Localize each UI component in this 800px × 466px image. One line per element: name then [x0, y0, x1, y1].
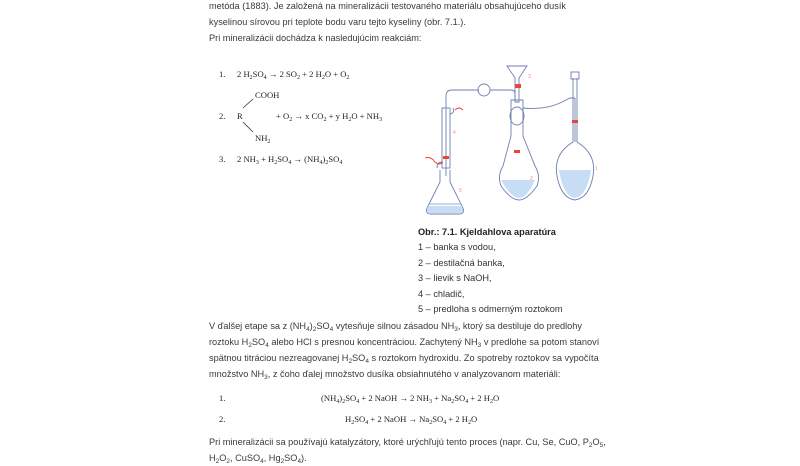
cooh-group: COOH: [255, 90, 280, 100]
equation-1-number: 1.: [219, 393, 226, 403]
caption-item-2: 2 – destilačná banka,: [418, 257, 505, 268]
paragraph-2-line-3: spätnou titráciou nezreagovanej $H_2SO_4$ s roztokom hydroxidu. Zo spotreby roztokov sa vypočíta: [209, 353, 599, 365]
intro-line-3: Pri mineralizácii dochádza k nasledujúcim reakciám:: [209, 33, 422, 43]
equation-2: $H_2SO_4 + 2$ NaOH → $Na_2SO_4 + 2$ $H_2O$: [345, 414, 478, 426]
figure-label-1: 1: [595, 166, 598, 172]
paragraph-2-line-4: množstvo $NH_3$, z čoho ďalej množstvo dusíka obsiahnutého v analyzovanom materiáli:: [209, 369, 561, 381]
figure-caption: [418, 225, 563, 317]
intro-line-2: kyselinou sírovou pri teplote bodu varu tejto kyseliny (obr. 7.1.).: [209, 17, 466, 27]
reaction-2-number: 2.: [219, 111, 226, 121]
caption-item-4: 4 – chladič,: [418, 288, 465, 299]
reaction-3-equation: 2 $NH_3 + H_2SO_4 \to (NH_4)_2SO_4$: [237, 154, 343, 166]
paragraph-3: [209, 434, 604, 466]
reaction-1-number: 1.: [219, 69, 226, 79]
reaction-2-bonds: [240, 96, 260, 136]
intro-paragraph: [209, 0, 604, 46]
caption-item-5: 5 – predloha s odmerným roztokom: [418, 304, 563, 315]
paragraph-3-line-2: $H_2O_2$, CuSO$_4$, $Hg_2SO_4$).: [209, 453, 307, 465]
paragraph-3-line-1: Pri mineralizácii sa používajú katalyzátory, ktoré urýchľujú tento proces (napr. Cu, Se, CuO, $P_2O_5$,: [209, 437, 606, 449]
reaction-2-equation: + $O_2 \to x$ $CO_2 + y$ $H_2O + NH_3$: [276, 111, 383, 123]
kjeldahl-apparatus-figure: [415, 58, 610, 223]
equation-2-number: 2.: [219, 414, 226, 424]
reaction-3-number: 3.: [219, 154, 226, 164]
paragraph-2-line-1: V ďalšej etape sa z $(NH_4)_2SO_4$ vytesňuje silnou zásadou $NH_3$, ktorý sa destiluje do predlohy: [209, 321, 582, 333]
nh2-group: $NH_2$: [255, 133, 271, 145]
r-group: R: [237, 111, 243, 121]
figure-label-5: 5: [459, 188, 462, 194]
figure-label-3: 3: [528, 74, 531, 80]
caption-item-3: 3 – lievik s NaOH,: [418, 273, 492, 284]
equation-1: $(NH_4)_2SO_4 + 2$ NaOH → 2 $NH_3 + Na_2SO_4 + 2$ $H_2O$: [321, 393, 500, 405]
caption-item-1: 1 – banka s vodou,: [418, 242, 496, 253]
paragraph-2-line-2: roztoku $H_2SO_4$ alebo HCl s presnou koncentráciou. Zachytený $NH_3$ v predlohe sa potom stanoví: [209, 337, 600, 349]
figure-label-4: 4: [453, 130, 456, 136]
reaction-1-equation: 2 $H_2SO_4 \to 2$ $SO_2 + 2$ $H_2O + O_2$: [237, 69, 350, 81]
paragraph-2: [209, 318, 604, 382]
figure-label-2: 2: [530, 176, 533, 182]
intro-line-1: metóda (1883). Je založená na mineralizácii testovaného materiálu obsahujúceho dusík: [209, 1, 566, 11]
caption-title: Obr.: 7.1. Kjeldahlova aparatúra: [418, 227, 556, 237]
